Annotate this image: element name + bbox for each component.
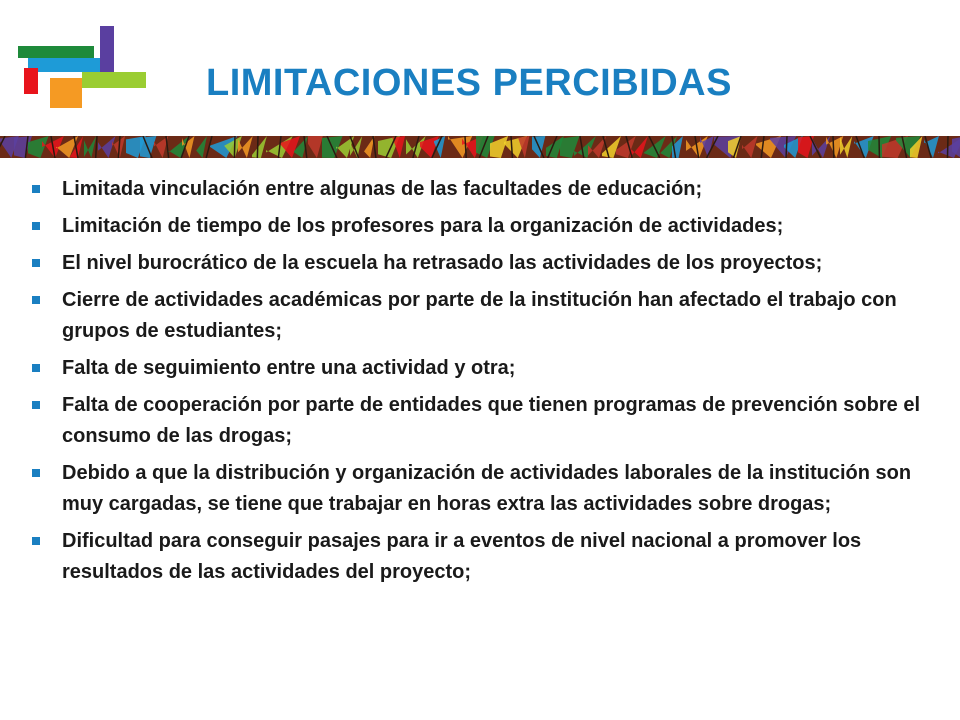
list-item: [32, 526, 932, 588]
square-bullet-icon: [32, 296, 40, 304]
decorative-band: [0, 136, 960, 158]
logo-bar-yellowgreen: [82, 72, 146, 88]
list-item-text: Cierre de actividades académicas por parte de la institución han afectado el trabajo con grupos de estudiantes;: [62, 289, 897, 342]
list-item: [32, 174, 932, 205]
list-item: [32, 458, 932, 520]
list-item-text: Limitación de tiempo de los profesores para la organización de actividades;: [62, 215, 784, 237]
list-item: [32, 211, 932, 242]
limitations-list: [32, 174, 932, 588]
list-item-text: Falta de seguimiento entre una actividad y otra;: [62, 357, 516, 379]
square-bullet-icon: [32, 469, 40, 477]
list-item: [32, 353, 932, 384]
list-item: [32, 285, 932, 347]
logo-bar-blue: [28, 58, 100, 72]
list-item: [32, 248, 932, 279]
square-bullet-icon: [32, 222, 40, 230]
logo-bar-green: [18, 46, 94, 58]
square-bullet-icon: [32, 537, 40, 545]
square-bullet-icon: [32, 185, 40, 193]
logo-bar-purple: [100, 26, 114, 76]
square-bullet-icon: [32, 364, 40, 372]
list-item-text: Limitada vinculación entre algunas de las facultades de educación;: [62, 178, 703, 200]
logo: [0, 0, 160, 120]
bullet-list-area: [32, 174, 932, 594]
list-item-text: Falta de cooperación por parte de entidades que tienen programas de prevención sobre el consumo de las drogas;: [62, 394, 920, 447]
list-item-text: El nivel burocrático de la escuela ha retrasado las actividades de los proyectos;: [62, 252, 823, 274]
list-item: [32, 390, 932, 452]
slide-title: LIMITACIONES PERCIBIDAS: [206, 62, 732, 104]
square-bullet-icon: [32, 401, 40, 409]
list-item-text: Dificultad para conseguir pasajes para ir a eventos de nivel nacional a promover los resultados de las actividades del proyecto;: [62, 530, 862, 583]
logo-bar-red: [24, 68, 38, 94]
list-item-text: Debido a que la distribución y organización de actividades laborales de la institución son muy cargadas, se tiene que trabajar en horas extra las actividades sobre drogas;: [62, 462, 912, 515]
square-bullet-icon: [32, 259, 40, 267]
logo-bar-orange: [50, 78, 82, 108]
